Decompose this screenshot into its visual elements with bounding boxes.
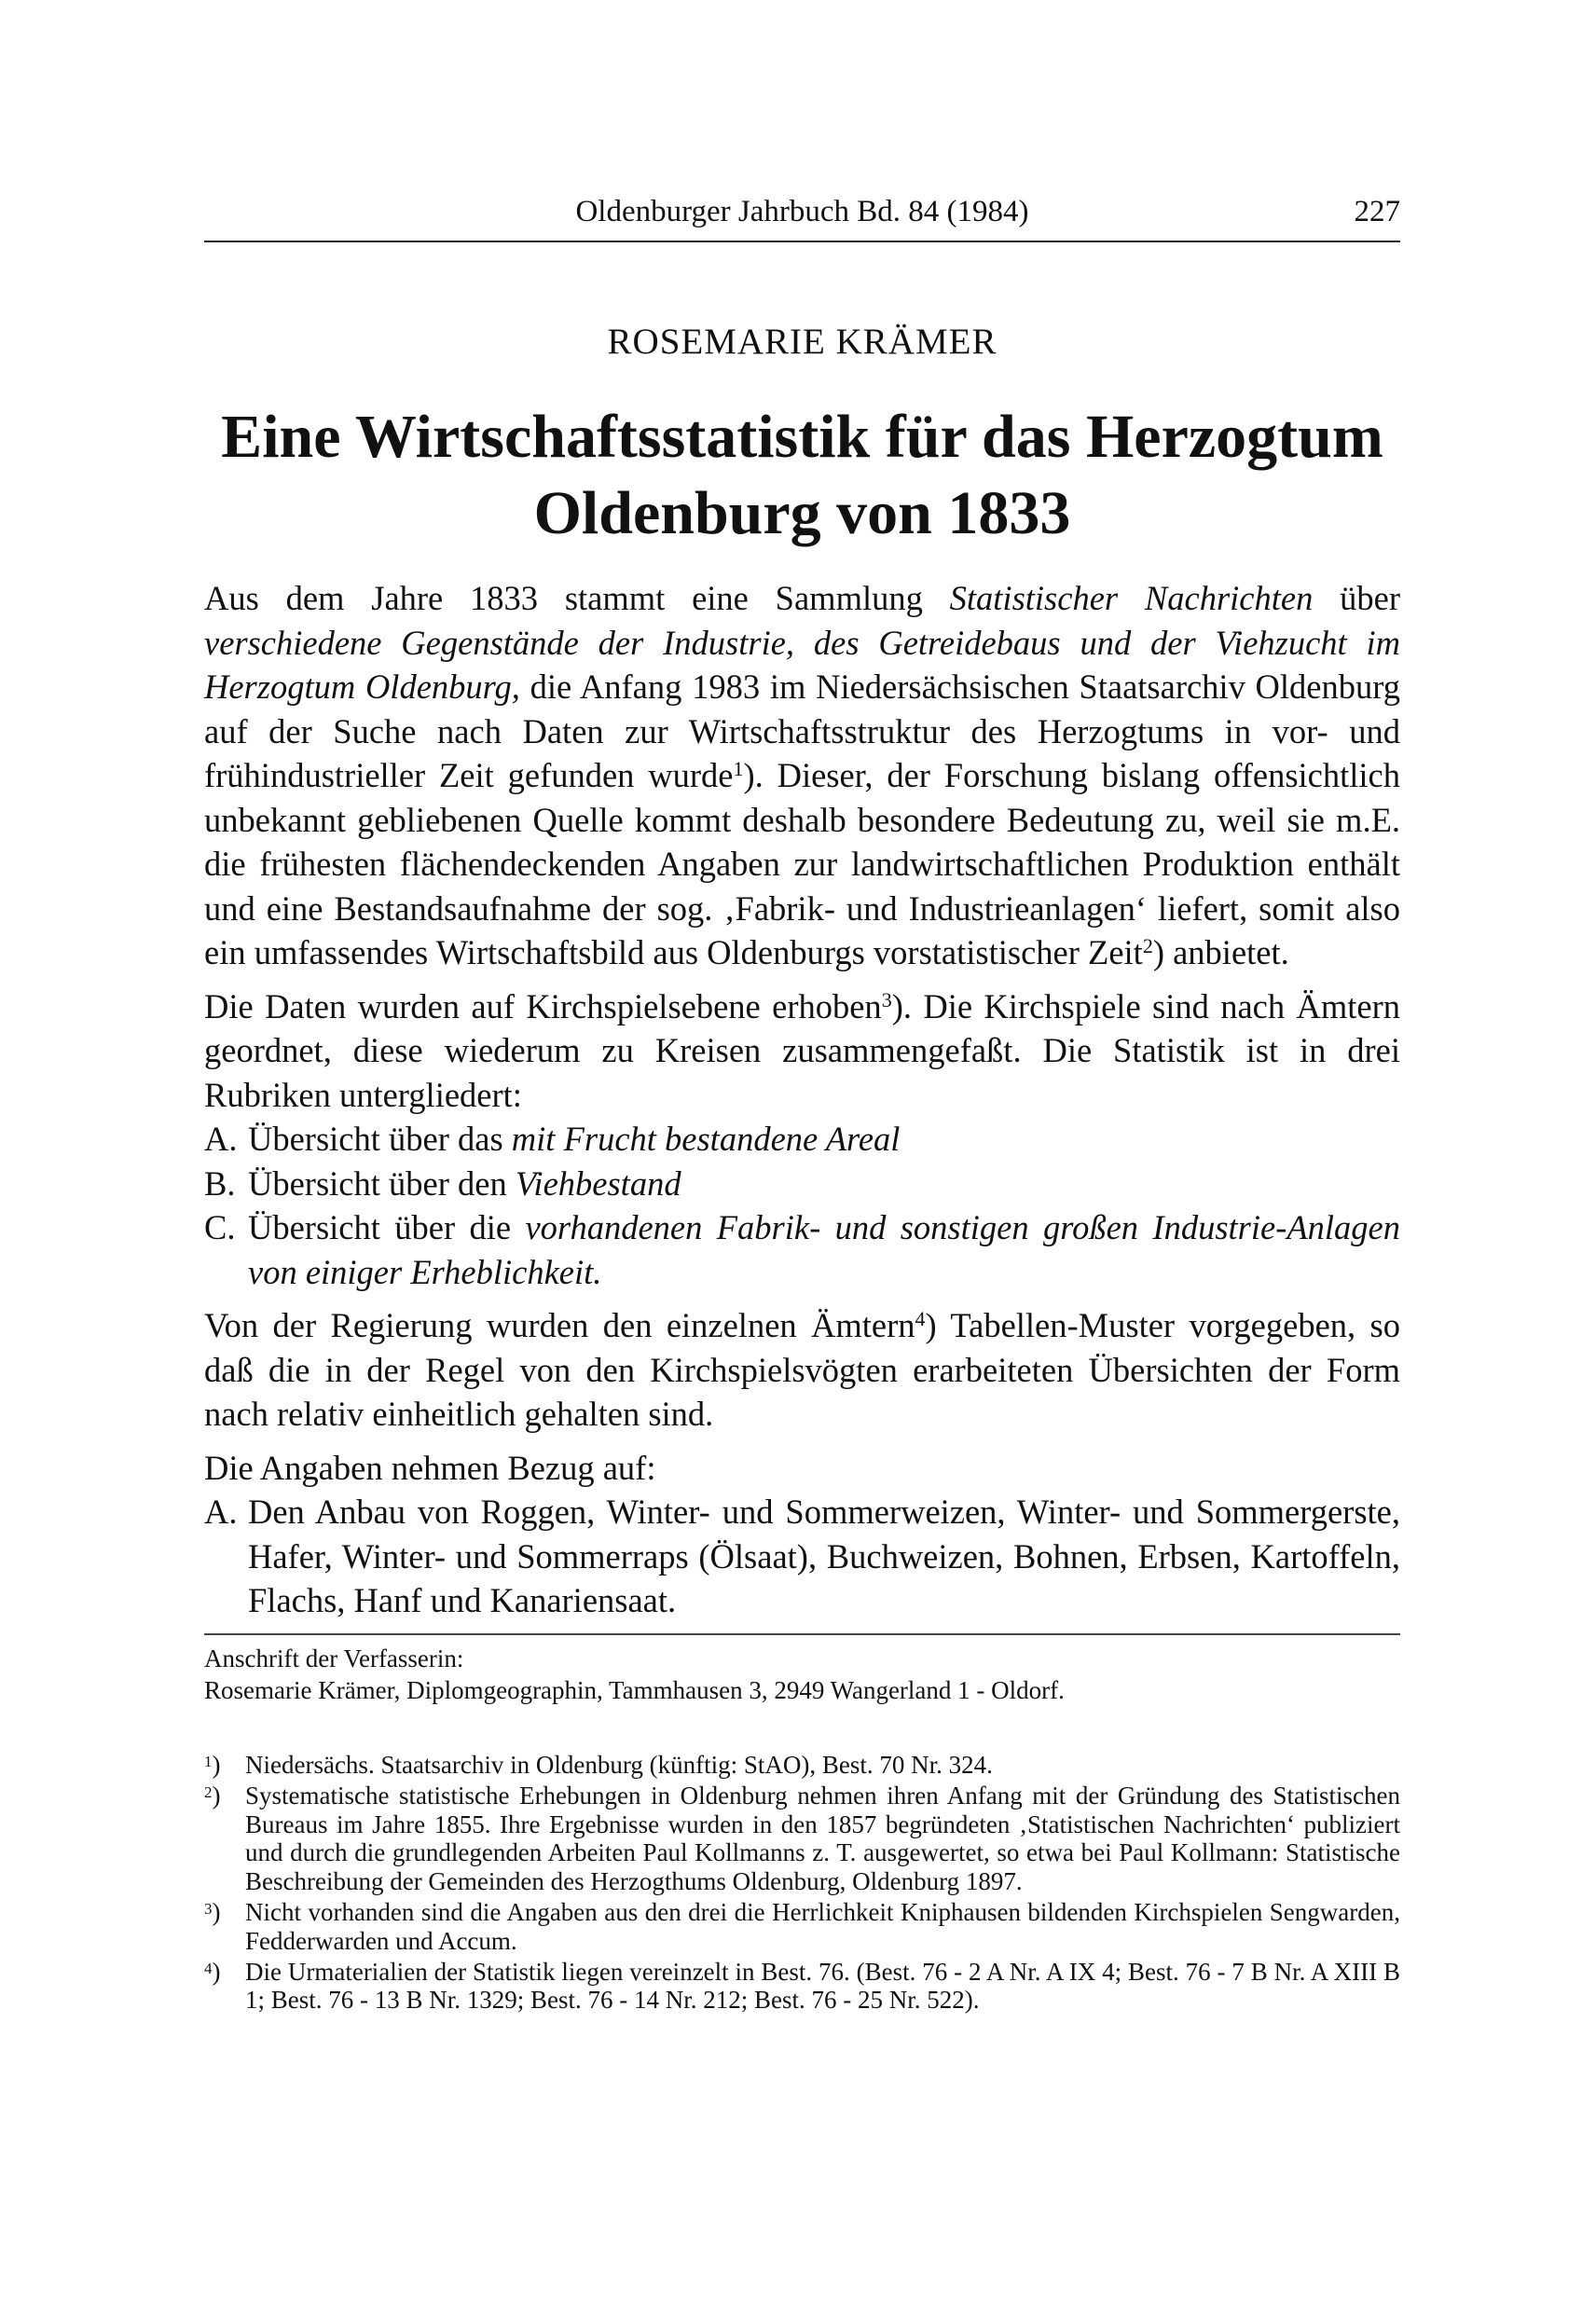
- text-run: ). Dieser, der Forschung bislang offensichtlich unbekannt gebliebenen Quelle kommt deshalb besondere Bedeutung zu, weil sie m.E. die frühesten flächendeckenden Angaben zur landwirtschaftlichen Produktion enthält und eine Bestandsaufnahme der sog. ‚Fabrik- und Industrieanlagen‘ liefert, somit also ein umfassendes Wirtschaftsbild aus Oldenburgs vorstatistischer Zeit: [204, 756, 1400, 971]
- text-run: Übersicht über die: [248, 1208, 526, 1246]
- author-address: [204, 1643, 1400, 1706]
- footnote: [204, 1898, 1400, 1956]
- text-run: ) anbietet.: [1152, 933, 1289, 971]
- rubric-text: [248, 1117, 1400, 1162]
- reference-label: A.: [204, 1493, 238, 1531]
- reference-item: [204, 1490, 1400, 1623]
- journal-title: Oldenburger Jahrbuch Bd. 84 (1984): [575, 195, 1029, 228]
- italic-run: Statistischer Nachrichten: [949, 579, 1314, 617]
- rubric-text: [248, 1162, 1400, 1206]
- rubric-list: [204, 1117, 1400, 1294]
- text-run: ) Tabellen-Muster vorgegeben, so daß die in der Regel von den Kirchspielsvögten erarbeiteten Übersichten der Form nach relativ einheitlich gehalten sind.: [204, 1306, 1400, 1433]
- header-rule: [204, 241, 1400, 242]
- rubric-label: A.: [204, 1120, 238, 1158]
- text-run: Übersicht über das: [248, 1120, 512, 1158]
- footnote: [204, 1751, 1400, 1780]
- paragraph-data: [204, 984, 1400, 1118]
- footnote-ref: 4: [915, 1307, 926, 1330]
- footnote-ref: 3: [881, 987, 892, 1012]
- paragraph-intro: [204, 576, 1400, 975]
- footnote: [204, 1958, 1400, 2016]
- rubric-item: [204, 1117, 1400, 1162]
- rubric-label: B.: [204, 1163, 236, 1203]
- text-run: über: [1313, 579, 1400, 617]
- article-body: [204, 576, 1400, 1623]
- rubric-label: C.: [204, 1208, 236, 1246]
- italic-run: verschiedene Gegenstände der Industrie, des Getreidebaus und der Viehzucht im Herzogtum Oldenburg,: [204, 623, 1400, 706]
- page-number: 227: [1354, 195, 1400, 228]
- article-title-line-2: Oldenburg von 1833: [533, 479, 1071, 547]
- footnote: [204, 1782, 1400, 1896]
- footnote-number: 1: [204, 1753, 213, 1770]
- footnote-number: 4: [204, 1959, 213, 1977]
- address-label: Anschrift der Verfasserin:: [204, 1645, 464, 1672]
- paragraph-references: Die Angaben nehmen Bezug auf:: [204, 1448, 656, 1487]
- footnote-text: Die Urmaterialien der Statistik liegen vereinzelt in Best. 76. (Best. 76 - 2 A Nr. A IX 4; Best. 76 - 7 B Nr. A XIII B 1; Best. 76 - 13 B Nr. 1329; Best. 76 - 14 Nr. 212; Best. 76 - 25 Nr. 522).: [245, 1957, 1400, 2015]
- footnote-mark: $^2$): [204, 1781, 221, 1810]
- footnote-ref: 2: [1142, 934, 1153, 957]
- article-title: [204, 399, 1400, 552]
- text-run: Aus dem Jahre 1833 stammt eine Sammlung: [204, 579, 950, 617]
- footnote-text: Niedersächs. Staatsarchiv in Oldenburg (künftig: StAO), Best. 70 Nr. 324.: [245, 1751, 993, 1779]
- footnote-mark: $^4$): [204, 1957, 221, 1986]
- footnote-ref: 1: [733, 757, 744, 780]
- article-title-line-1: Eine Wirtschaftsstatistik für das Herzogtum: [221, 403, 1383, 471]
- text-run: die Anfang 1983 im Niedersächsischen Staatsarchiv Oldenburg auf der Suche nach Daten zur Wirtschaftsstruktur des Herzogtums in vor- und frühindustrieller Zeit gefunden wurde: [204, 667, 1400, 794]
- address-value: Rosemarie Krämer, Diplomgeographin, Tammhausen 3, 2949 Wangerland 1 - Oldorf.: [204, 1676, 1065, 1704]
- footnote-mark: $^3$): [204, 1897, 221, 1926]
- italic-run: vorhandenen Fabrik- und sonstigen großen Industrie-Anlagen von einiger Erheblichkeit.: [248, 1208, 1400, 1291]
- footnote-rule: [204, 1633, 1400, 1635]
- reference-text: Den Anbau von Roggen, Winter- und Sommerweizen, Winter- und Sommergerste, Hafer, Winter- und Sommerraps (Ölsaat), Buchweizen, Bohnen, Erbsen, Kartoffeln, Flachs, Hanf und Kanariensaat.: [248, 1493, 1400, 1619]
- footnote-text: Nicht vorhanden sind die Angaben aus den drei die Herrlichkeit Kniphausen bildenden Kirchspielen Sengwarden, Fedderwarden und Accum.: [245, 1897, 1400, 1955]
- italic-run: Viehbestand: [515, 1163, 681, 1203]
- italic-run: mit Frucht bestandene Areal: [511, 1120, 901, 1158]
- footnote-number: 2: [204, 1782, 213, 1801]
- footnote-number: 3: [204, 1899, 213, 1918]
- text-run: Die Daten wurden auf Kirchspielsebene erhoben: [204, 986, 882, 1025]
- footnote-mark: $^1$): [204, 1751, 221, 1779]
- text-run: Übersicht über den: [248, 1163, 516, 1203]
- rubric-item: [204, 1205, 1400, 1294]
- text-run: ). Die Kirchspiele sind nach Ämtern geordnet, diese wiederum zu Kreisen zusammengefaßt. Die Statistik ist in drei Rubriken untergliedert:: [204, 986, 1401, 1114]
- rubric-item: [204, 1162, 1400, 1206]
- paragraph-government: [204, 1303, 1400, 1437]
- text-run: Von der Regierung wurden den einzelnen Ämtern: [204, 1306, 915, 1344]
- rubric-text: [248, 1205, 1400, 1294]
- footnotes: [204, 1751, 1400, 2016]
- footnote-text: Systematische statistische Erhebungen in Oldenburg nehmen ihren Anfang mit der Gründung des Statistischen Bureaus im Jahre 1855. Ihre Ergebnisse wurden in den 1857 begründeten ‚Statistischen Nachrichten‘ publiziert und durch die grundlegenden Arbeiten Paul Kollmanns z. T. ausgewertet, so etwa bei Paul Kollmann: Statistische Beschreibung der Gemeinden des Herzogthums Oldenburg, Oldenburg 1897.: [245, 1781, 1400, 1896]
- author-name: ROSEMARIE KRÄMER: [607, 322, 998, 362]
